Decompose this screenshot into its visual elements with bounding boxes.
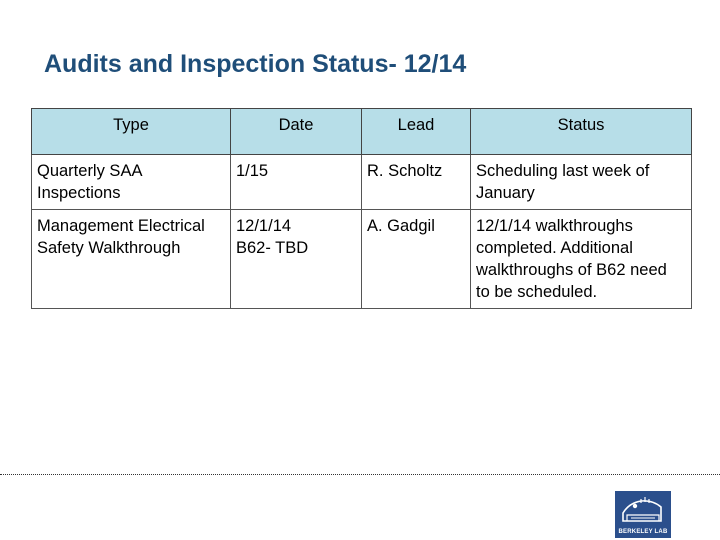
cell-text: Quarterly SAA (37, 162, 143, 180)
column-header-status: Status (471, 109, 692, 155)
table-header-row (32, 109, 692, 155)
cell-type (32, 155, 231, 210)
slide-title: Audits and Inspection Status- 12/14 (44, 50, 467, 78)
cell-text: Safety Walkthrough (37, 239, 181, 257)
cell-status (471, 155, 692, 210)
table-row (32, 155, 692, 210)
column-header-lead: Lead (362, 109, 471, 155)
cell-type (32, 210, 231, 309)
cell-text: Inspections (37, 184, 121, 202)
cell-text: B62- TBD (236, 239, 309, 257)
cell-text: 12/1/14 (236, 217, 292, 235)
cell-lead: A. Gadgil (362, 210, 471, 309)
cell-text: Management Electrical (37, 217, 205, 235)
cell-text: Scheduling last week of (476, 162, 650, 180)
cell-date (231, 155, 362, 210)
logo-text: BERKELEY LAB (618, 529, 668, 535)
berkeley-lab-logo-icon (615, 491, 671, 527)
berkeley-lab-logo (615, 491, 671, 538)
cell-lead: R. Scholtz (362, 155, 471, 210)
footer-divider (0, 474, 720, 475)
audit-status-table (31, 108, 692, 309)
cell-date (231, 210, 362, 309)
cell-text: completed. Additional (476, 239, 633, 257)
cell-text: January (476, 184, 535, 202)
cell-text: 1/15 (236, 162, 269, 180)
cell-text: 12/1/14 walkthroughs (476, 217, 633, 235)
column-header-date: Date (231, 109, 362, 155)
cell-text: to be scheduled. (476, 283, 598, 301)
column-header-type: Type (32, 109, 231, 155)
table-row (32, 210, 692, 309)
cell-status (471, 210, 692, 309)
cell-text: walkthroughs of B62 need (476, 261, 667, 279)
